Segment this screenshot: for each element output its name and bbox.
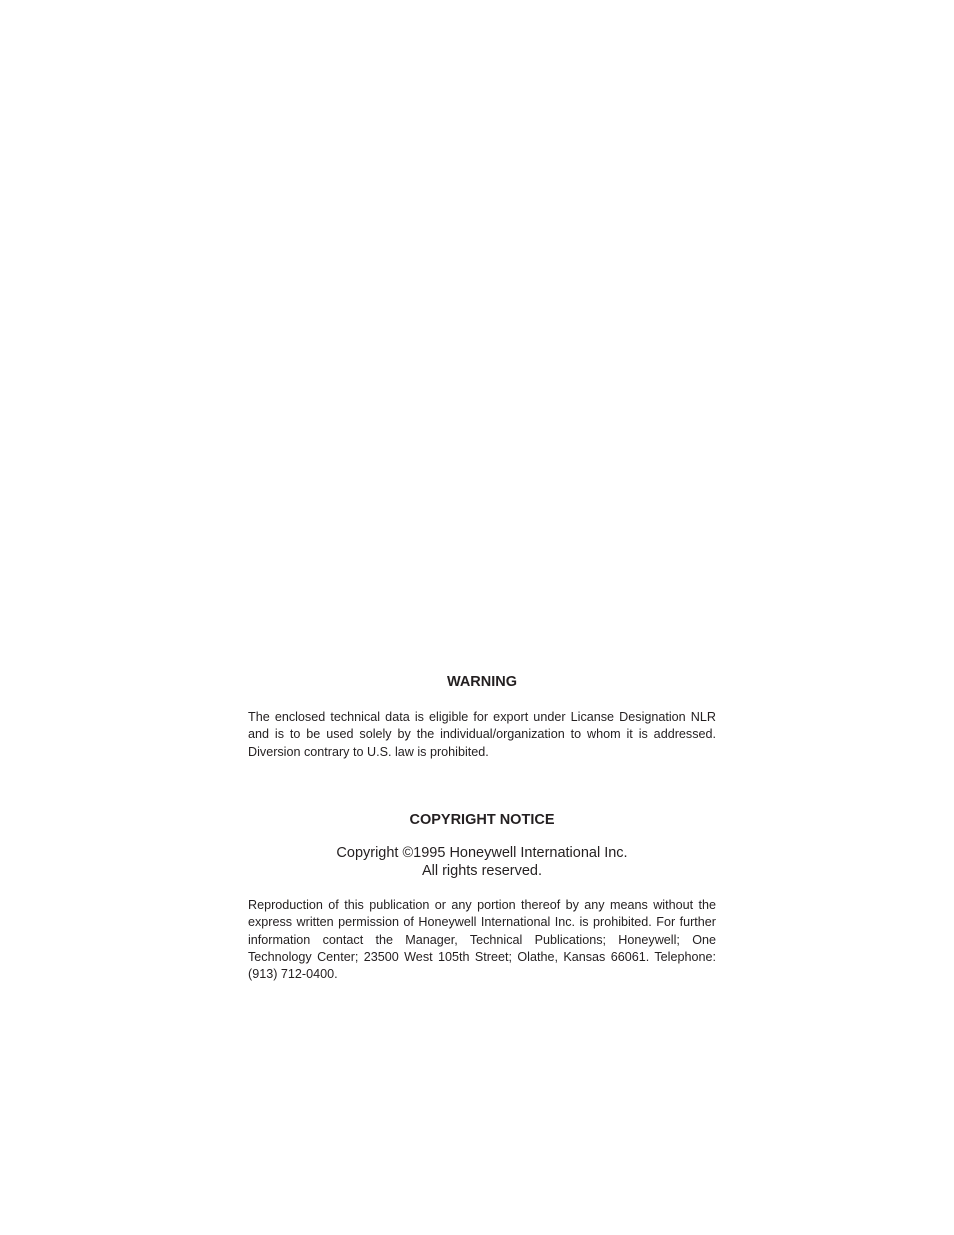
warning-section <box>248 673 716 691</box>
reproduction-text-block <box>248 897 716 983</box>
copyright-section <box>248 811 716 829</box>
copyright-statement <box>248 845 716 880</box>
warning-heading: WARNING <box>446 674 518 690</box>
warning-paragraph: The enclosed technical data is eligible for export under Licanse Designation NLR and is to be used solely by the individual/organization to whom it is addressed. Diversion contrary to U.S. law is prohibited. <box>248 710 716 759</box>
warning-text-block <box>248 709 716 761</box>
rights-reserved-line: All rights reserved. <box>421 862 543 879</box>
copyright-heading: COPYRIGHT NOTICE <box>409 812 555 828</box>
reproduction-paragraph: Reproduction of this publication or any portion thereof by any means without the express written permission of Honeywell International Inc. is prohibited. For further information contact the Manager, Technical Publications; Honeywell; One Technology Center; 23500 West 105th Street; Olathe, Kansas 66061. Telephone: (913) 712-0400. <box>248 898 716 982</box>
copyright-line: Copyright ©1995 Honeywell International Inc. <box>336 845 628 861</box>
